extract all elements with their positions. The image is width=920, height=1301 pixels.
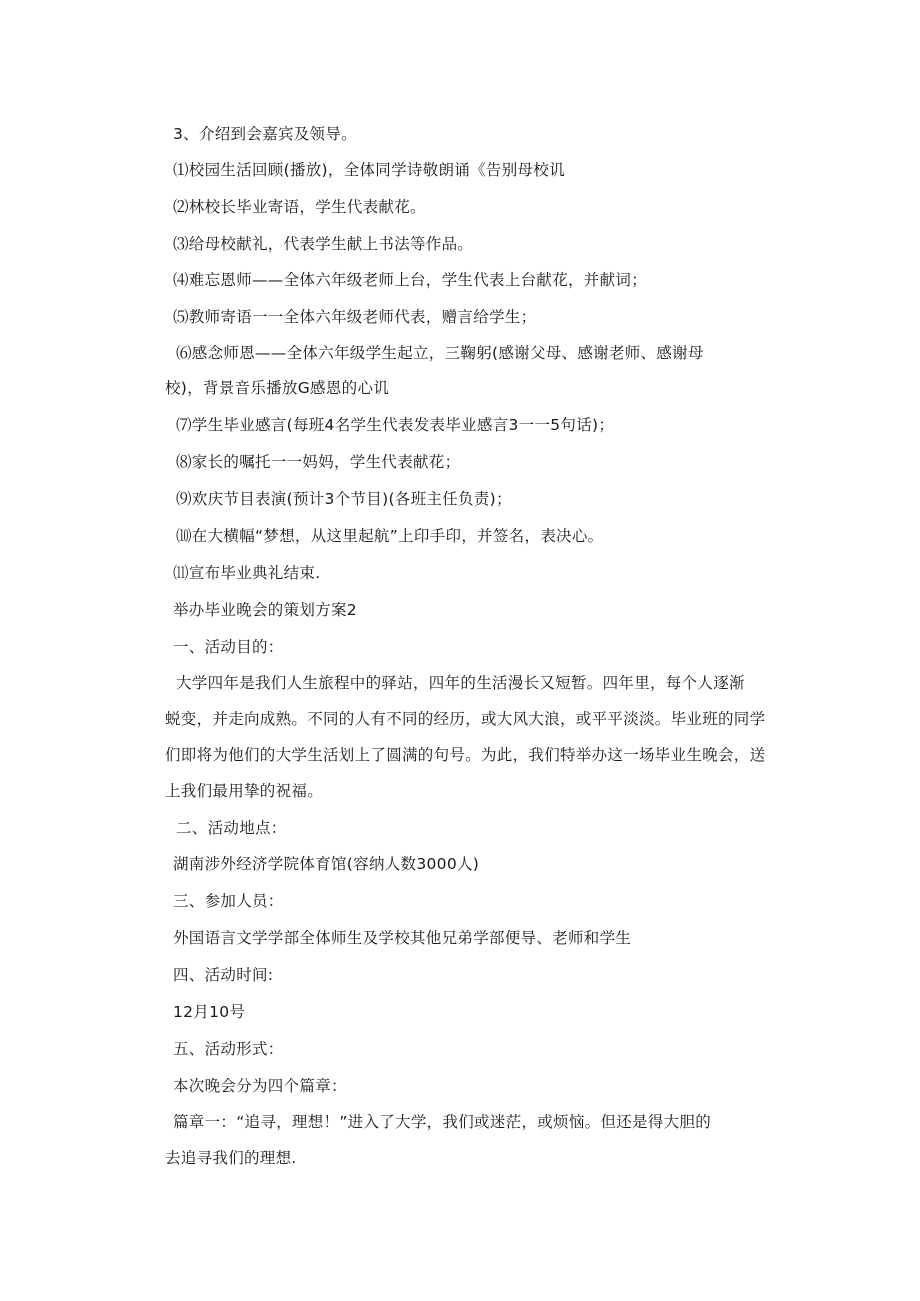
- text-line: ⑷难忘恩师——全体六年级老师上台，学生代表上台献花，并献词；: [173, 271, 648, 289]
- text-line: 湖南涉外经济学院体育馆(容纳人数3000人): [173, 855, 480, 873]
- text-line: ⑾宣布毕业典礼结束.: [173, 564, 321, 582]
- text-line: 上我们最用挚的祝福。: [165, 782, 324, 800]
- section-heading: 四、活动时间:: [173, 966, 274, 984]
- text-line: 们即将为他们的大学生活划上了圆满的句号。为此，我们特举办这一场毕业生晚会，送: [165, 746, 766, 764]
- text-line: 篇章一：“追寻，理想！”进入了大学，我们或迷茫，或烦恼。但还是得大胆的: [173, 1113, 712, 1131]
- text-line: ⑺学生毕业感言(每班4名学生代表发表毕业感言3一一5句话)；: [176, 416, 615, 434]
- text-line: ⑼欢庆节目表演(预计3个节目)(各班主任负责)；: [176, 490, 512, 508]
- section-heading: 举办毕业晚会的策划方案2: [173, 601, 357, 619]
- text-line: 校)，背景音乐播放G感恩的心讥: [165, 379, 390, 397]
- section-heading: 五、活动形式：: [173, 1040, 284, 1058]
- section-heading: 二、活动地点：: [176, 819, 287, 837]
- text-line: ⑽在大横幅“梦想，从这里起航”上印手印，并签名，表决心。: [176, 527, 604, 545]
- text-line: 大学四年是我们人生旅程中的驿站，四年的生活漫长又短暂。四年里，每个人逐渐: [176, 674, 745, 692]
- text-line: 去追寻我们的理想.: [165, 1149, 297, 1167]
- text-line: 本次晚会分为四个篇章：: [173, 1077, 347, 1095]
- text-line: 12月10号: [173, 1003, 246, 1021]
- text-line: ⑻家长的嘱托一一妈妈，学生代表献花；: [176, 453, 461, 471]
- text-line: 外国语言文学学部全体师生及学校其他兄弟学部便导、老师和学生: [173, 929, 632, 947]
- text-line: ⑵林校长毕业寄语，学生代表献花。: [173, 198, 426, 216]
- text-line: 3、介绍到会嘉宾及领导。: [173, 125, 357, 143]
- section-heading: 一、活动目的：: [173, 638, 284, 656]
- text-line: ⑹感念师恩——全体六年级学生起立，三鞠躬(感谢父母、感谢老师、感谢母: [176, 344, 704, 362]
- text-line: 蜕变，并走向成熟。不同的人有不同的经历，或大风大浪，或平平淡淡。毕业班的同学: [165, 710, 766, 728]
- text-line: ⑶给母校献礼，代表学生献上书法等作品。: [173, 235, 474, 253]
- text-line: ⑴校园生活回顾(播放)，全体同学诗敬朗诵《告别母校讥: [173, 161, 565, 179]
- text-line: ⑸教师寄语一一全体六年级老师代表，赠言给学生；: [173, 308, 537, 326]
- section-heading: 三、参加人员：: [173, 892, 284, 910]
